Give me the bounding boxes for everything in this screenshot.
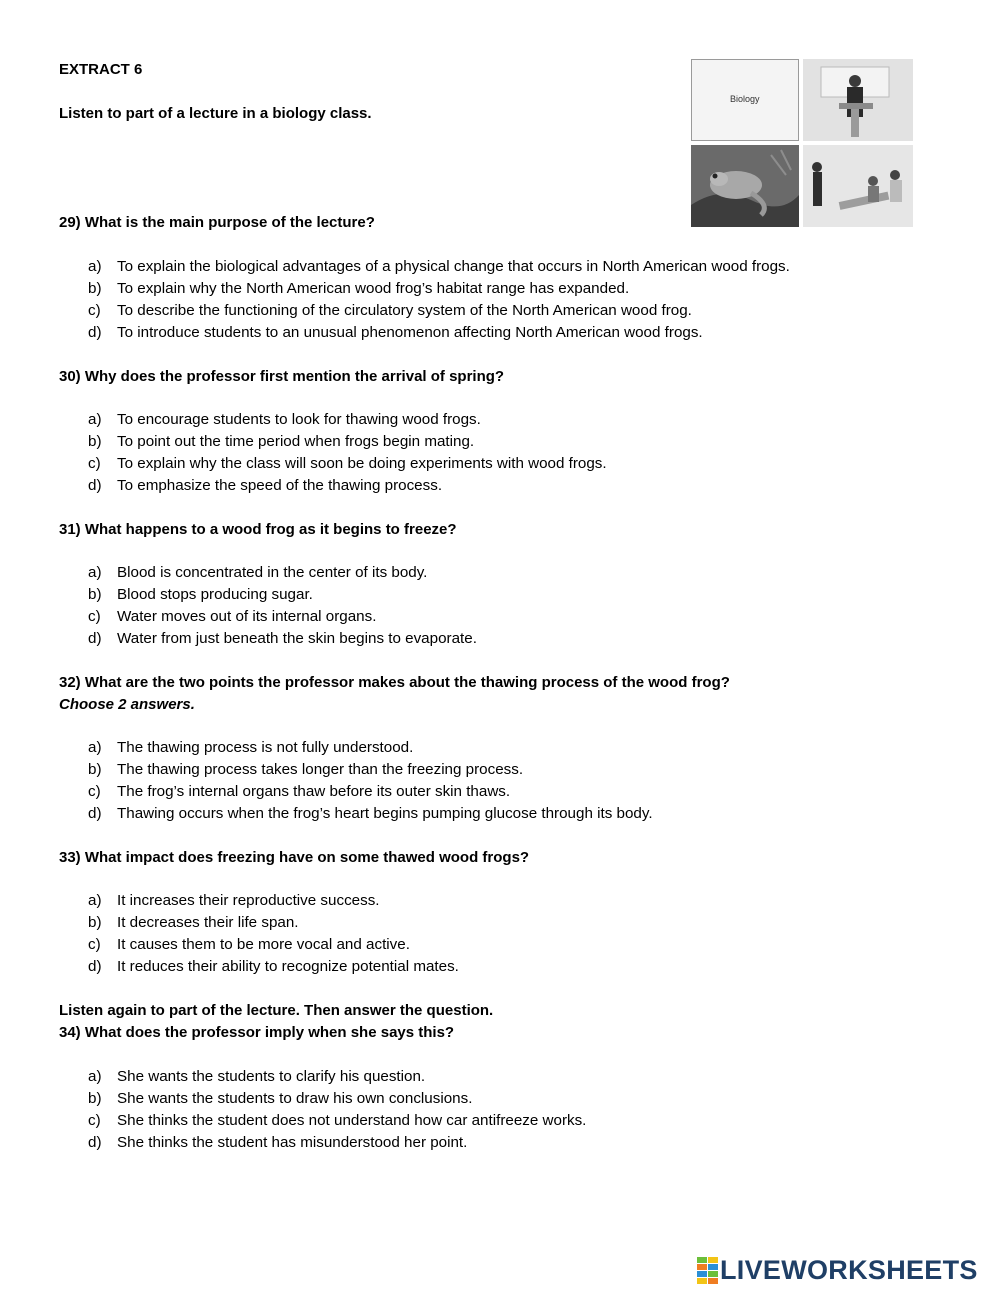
- biology-slide-image: [691, 59, 799, 141]
- question-33-option-d[interactable]: d) It reduces their ability to recognize potential mates.: [88, 958, 459, 975]
- question-33-option-b[interactable]: b) It decreases their life span.: [88, 914, 299, 931]
- question-30-option-c[interactable]: c) To explain why the class will soon be doing experiments with wood frogs.: [88, 455, 607, 472]
- question-34-preamble: Listen again to part of the lecture. Then answer the question.: [59, 1002, 494, 1019]
- question-33-title: 33) What impact does freezing have on some thawed wood frogs?: [59, 849, 530, 866]
- question-30-title: 30) Why does the professor first mention the arrival of spring?: [59, 368, 505, 385]
- lecture-image-collage: [691, 59, 913, 227]
- liveworksheets-logo: [697, 1256, 978, 1284]
- question-32-title: 32) What are the two points the professor makes about the thawing process of the wood frog?: [59, 674, 730, 691]
- logo-text: LIVEWORKSHEETS: [720, 1254, 978, 1285]
- question-32-option-a[interactable]: a) The thawing process is not fully understood.: [88, 739, 414, 756]
- question-31-option-b[interactable]: b) Blood stops producing sugar.: [88, 586, 313, 603]
- question-34-option-c[interactable]: c) She thinks the student does not understand how car antifreeze works.: [88, 1112, 587, 1129]
- logo-mark-icon: [697, 1257, 717, 1283]
- question-32-note: Choose 2 answers.: [59, 696, 195, 713]
- question-29-option-d[interactable]: d) To introduce students to an unusual phenomenon affecting North American wood frogs.: [88, 324, 703, 341]
- question-29-option-b[interactable]: b) To explain why the North American wood frog’s habitat range has expanded.: [88, 280, 630, 297]
- question-33-option-a[interactable]: a) It increases their reproductive success.: [88, 892, 380, 909]
- question-34-option-a[interactable]: a) She wants the students to clarify his question.: [88, 1068, 426, 1085]
- question-29-title: 29) What is the main purpose of the lecture?: [59, 214, 375, 231]
- question-32-option-d[interactable]: d) Thawing occurs when the frog’s heart begins pumping glucose through its body.: [88, 805, 653, 822]
- slide-title: Biology: [730, 94, 760, 104]
- question-34-option-d[interactable]: d) She thinks the student has misunderstood her point.: [88, 1134, 468, 1151]
- question-31-title: 31) What happens to a wood frog as it begins to freeze?: [59, 521, 457, 538]
- wood-frog-image: [691, 145, 799, 227]
- question-34-title: 34) What does the professor imply when she says this?: [59, 1024, 455, 1041]
- question-31-option-a[interactable]: a) Blood is concentrated in the center of its body.: [88, 564, 428, 581]
- question-29-option-a[interactable]: a) To explain the biological advantages of a physical change that occurs in North American wood frogs.: [88, 258, 790, 275]
- question-32-option-b[interactable]: b) The thawing process takes longer than the freezing process.: [88, 761, 524, 778]
- question-34-option-b[interactable]: b) She wants the students to draw his own conclusions.: [88, 1090, 473, 1107]
- instruction-text: Listen to part of a lecture in a biology class.: [59, 105, 372, 122]
- question-32-option-c[interactable]: c) The frog’s internal organs thaw before its outer skin thaws.: [88, 783, 511, 800]
- question-30-option-b[interactable]: b) To point out the time period when frogs begin mating.: [88, 433, 475, 450]
- question-33-option-c[interactable]: c) It causes them to be more vocal and active.: [88, 936, 410, 953]
- question-31-option-d[interactable]: d) Water from just beneath the skin begins to evaporate.: [88, 630, 477, 647]
- extract-heading: EXTRACT 6: [59, 61, 143, 78]
- classroom-image: [803, 145, 913, 227]
- question-31-option-c[interactable]: c) Water moves out of its internal organs.: [88, 608, 377, 625]
- question-30-option-d[interactable]: d) To emphasize the speed of the thawing process.: [88, 477, 443, 494]
- question-30-option-a[interactable]: a) To encourage students to look for thawing wood frogs.: [88, 411, 481, 428]
- question-29-option-c[interactable]: c) To describe the functioning of the circulatory system of the North American wood frog.: [88, 302, 692, 319]
- professor-at-podium-image: [803, 59, 913, 141]
